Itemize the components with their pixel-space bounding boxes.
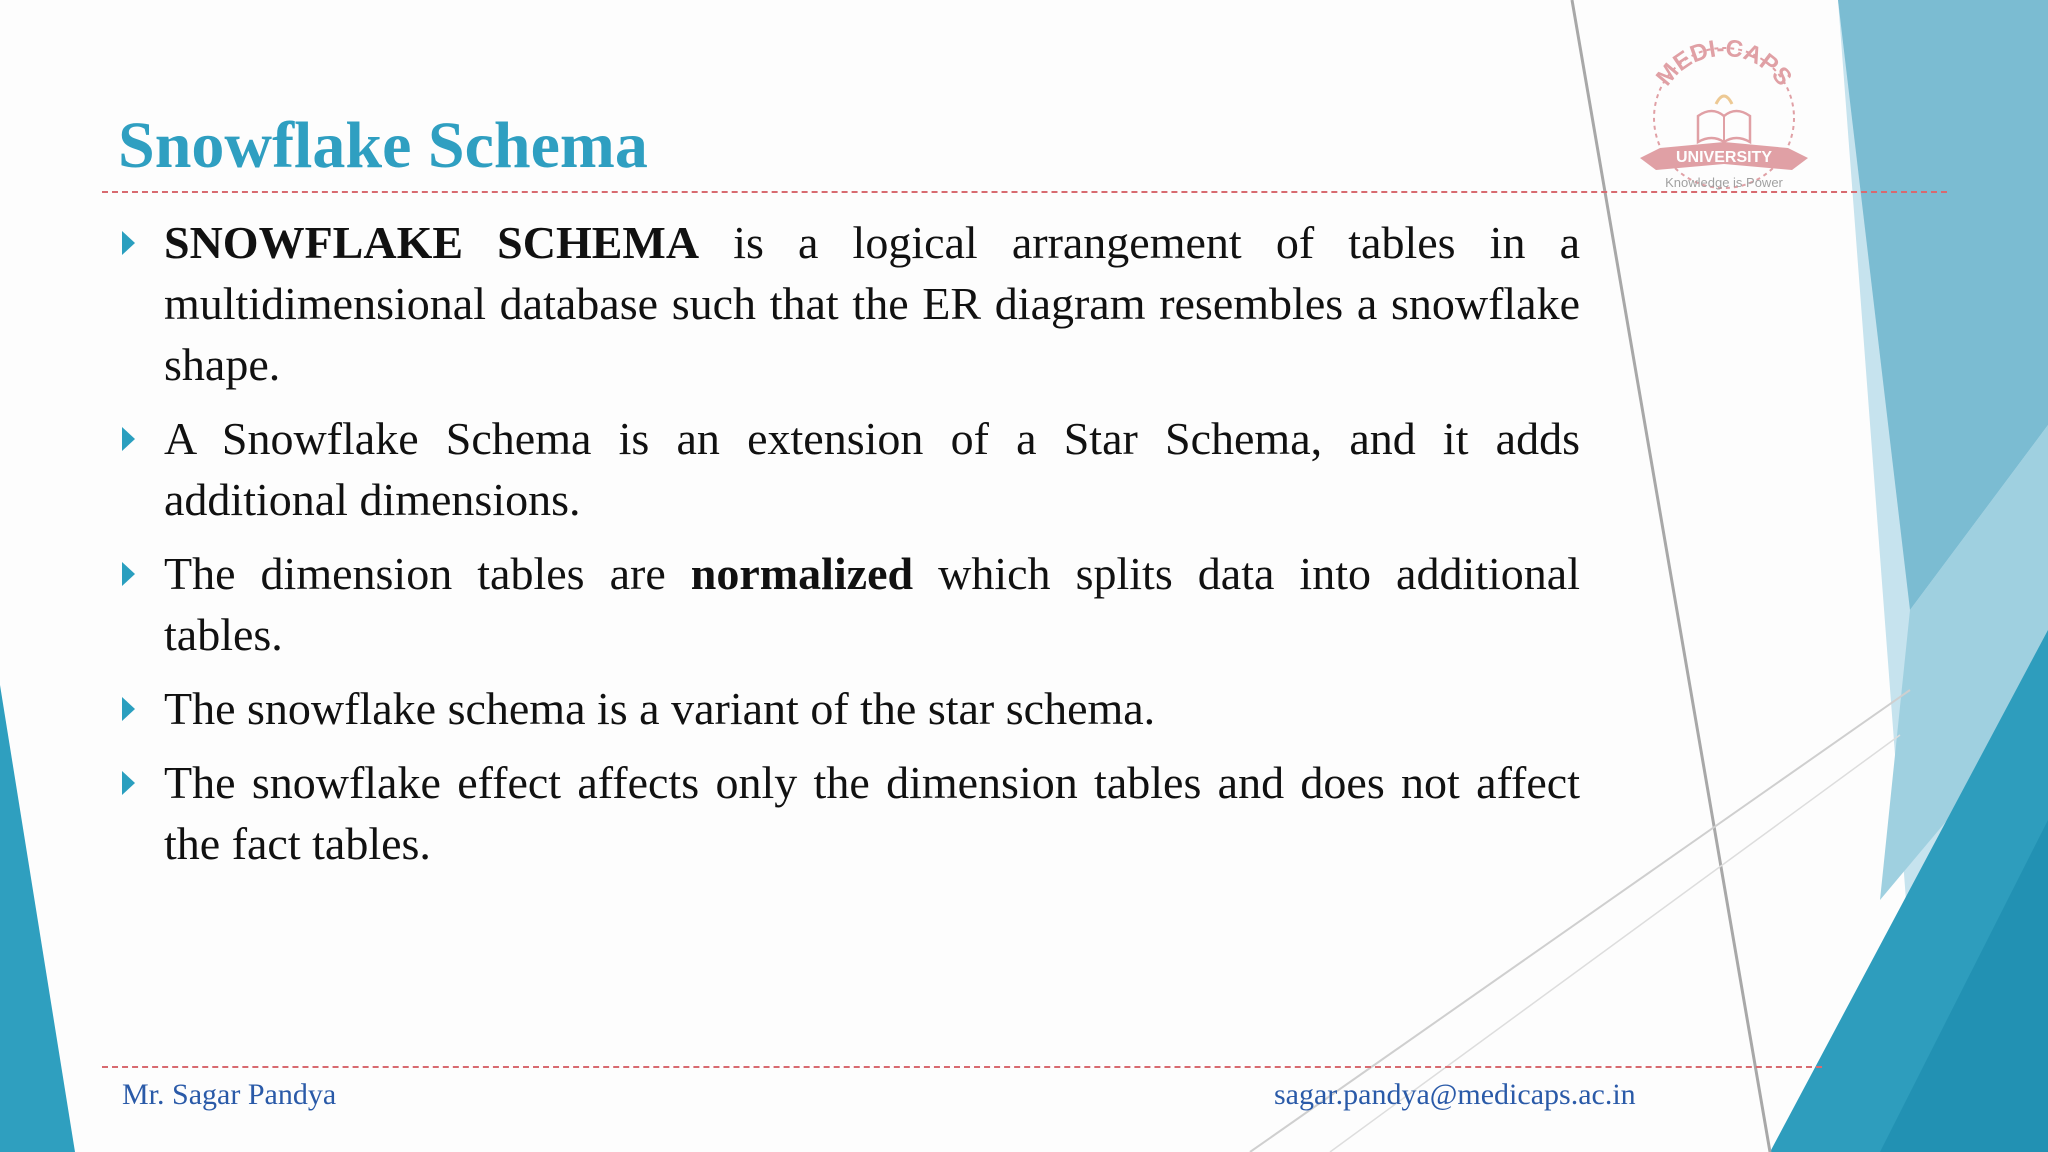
svg-text:UNIVERSITY: UNIVERSITY xyxy=(1675,149,1773,166)
svg-text:MEDI-CAPS: MEDI-CAPS xyxy=(1651,34,1798,92)
bullet-arrow-icon xyxy=(122,231,135,255)
bullet-arrow-icon xyxy=(122,697,135,721)
bullet-text: A Snowflake Schema is an extension of a Star Schema, and it adds additional dimensions. xyxy=(164,413,1580,525)
bullet-arrow-icon xyxy=(122,427,135,451)
bullet-item-4 xyxy=(118,678,1580,739)
bullet-arrow-icon xyxy=(122,771,135,795)
bullet-text: The snowflake schema is a variant of the star schema. xyxy=(164,683,1156,734)
slide-title: Snowflake Schema xyxy=(118,109,648,182)
footer-divider xyxy=(102,1066,1822,1068)
bullet-list xyxy=(118,212,1580,887)
title-divider xyxy=(102,191,1947,193)
bullet-text: The dimension tables are xyxy=(164,548,691,599)
bullet-text: is a logical arrangement of tables in a multidimensional database such that the ER diagram resembles a snowflake shape. xyxy=(164,217,1581,390)
bullet-item-5 xyxy=(118,752,1580,874)
footer-author: Mr. Sagar Pandya xyxy=(122,1078,337,1111)
bullet-bold-text: normalized xyxy=(690,548,914,599)
book-icon xyxy=(1698,96,1750,142)
medicaps-university-logo xyxy=(1620,30,1826,192)
bullet-bold-text: SNOWFLAKE SCHEMA xyxy=(164,217,700,268)
footer-email: sagar.pandya@medicaps.ac.in xyxy=(1274,1078,1636,1111)
bullet-item-2 xyxy=(118,408,1580,530)
bullet-arrow-icon xyxy=(122,562,135,586)
bullet-text: The snowflake effect affects only the dimension tables and does not affect the fact tables. xyxy=(164,757,1580,869)
bullet-text: which splits data into additional tables. xyxy=(164,548,1580,660)
left-teal-shape xyxy=(0,685,75,1152)
svg-text:Knowledge is Power: Knowledge is Power xyxy=(1665,175,1783,190)
bullet-item-1 xyxy=(118,212,1580,395)
bullet-item-3 xyxy=(118,543,1580,665)
